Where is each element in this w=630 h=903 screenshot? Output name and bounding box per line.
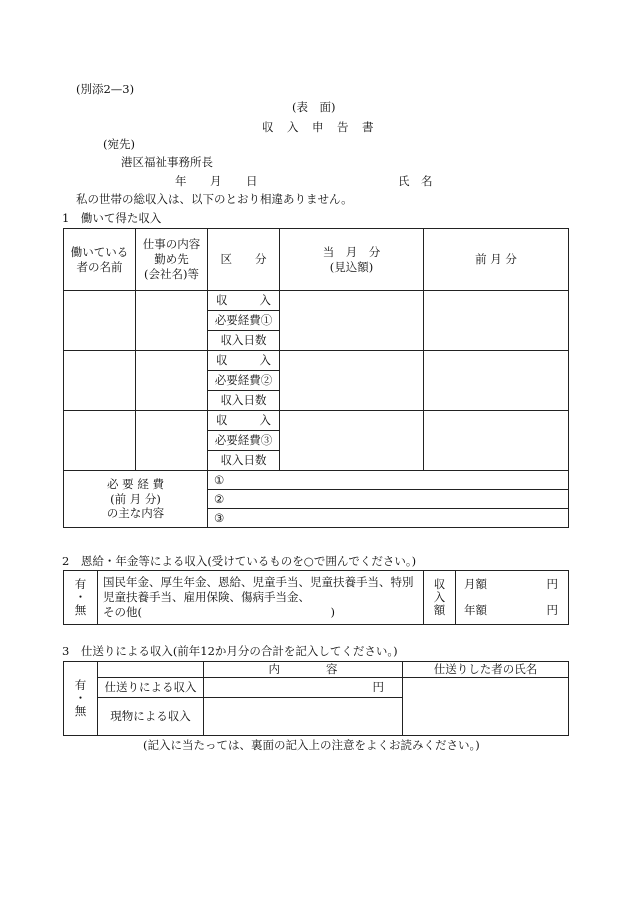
job-cell[interactable] <box>136 411 208 471</box>
pension-income-table <box>63 570 569 625</box>
expenses-detail-label: 必 要 経 費 (前 月 分) の主な内容 <box>64 471 208 528</box>
remittance-yes-no-selector[interactable]: 有 ・ 無 <box>64 662 98 736</box>
job-cell[interactable] <box>136 291 208 351</box>
name-label: 氏 名 <box>398 174 433 188</box>
income-row-label: 収 入 <box>208 351 280 371</box>
income-amount-label: 収 入 額 <box>424 571 456 625</box>
job-header: 仕事の内容 勤め先 (会社名)等 <box>136 229 208 291</box>
expense-detail-field[interactable]: ③ <box>208 509 569 528</box>
declaration-text: 私の世帯の総収入は、以下のとおり相違ありません。 <box>76 192 353 206</box>
section1-title: 1 働いて得た収入 <box>62 211 162 225</box>
worker-name-cell[interactable] <box>64 351 136 411</box>
pension-yes-no-selector[interactable]: 有 ・ 無 <box>64 571 98 625</box>
expense-row-label: 必要経費③ <box>208 431 280 451</box>
current-month-header: 当 月 分 (見込額) <box>280 229 424 291</box>
goods-remittance-label: 現物による収入 <box>98 697 204 735</box>
addressee: 港区福祉事務所長 <box>121 155 213 169</box>
money-remittance-amount-field[interactable]: 円 <box>204 677 403 697</box>
date-month-label: 月 <box>210 174 222 188</box>
sender-name-header: 仕送りした者の氏名 <box>403 662 569 678</box>
income-days-row-label: 収入日数 <box>208 331 280 351</box>
worker-name-header: 働いている 者の名前 <box>64 229 136 291</box>
income-row-label: 収 入 <box>208 291 280 311</box>
yearly-amount-field[interactable]: 年額 円 <box>456 598 569 625</box>
expense-row-label: 必要経費② <box>208 371 280 391</box>
job-cell[interactable] <box>136 351 208 411</box>
remittance-income-table <box>63 661 569 736</box>
expense-row-label: 必要経費① <box>208 311 280 331</box>
worker-name-cell[interactable] <box>64 411 136 471</box>
money-remittance-label: 仕送りによる収入 <box>98 677 204 697</box>
category-header: 区 分 <box>208 229 280 291</box>
section3-title: 3 仕送りによる収入(前年12か月分の合計を記入してください。) <box>62 644 398 658</box>
earned-income-table <box>63 228 569 528</box>
previous-month-cell[interactable] <box>424 291 569 351</box>
worker-name-cell[interactable] <box>64 291 136 351</box>
current-month-cell[interactable] <box>280 351 424 411</box>
date-day-label: 日 <box>246 174 258 188</box>
header-blank-cell <box>98 662 204 678</box>
appendix-label: (別添2—3) <box>76 82 135 96</box>
goods-remittance-content-field[interactable] <box>204 697 403 735</box>
pension-types-list[interactable]: 国民年金、厚生年金、恩給、児童手当、児童扶養手当、特別 児童扶養手当、雇用保険、傷病手当金、 その他( ) <box>98 571 424 625</box>
previous-month-header: 前 月 分 <box>424 229 569 291</box>
income-row-label: 収 入 <box>208 411 280 431</box>
income-days-row-label: 収入日数 <box>208 391 280 411</box>
sender-name-field[interactable] <box>403 677 569 735</box>
current-month-cell[interactable] <box>280 291 424 351</box>
content-header: 内 容 <box>204 662 403 678</box>
expense-detail-field[interactable]: ① <box>208 471 569 490</box>
footer-note: (記入に当たっては、裏面の記入上の注意をよくお読みください。) <box>143 738 480 752</box>
side-label: (表 面) <box>292 100 336 114</box>
expense-detail-field[interactable]: ② <box>208 490 569 509</box>
date-year-label: 年 <box>175 174 187 188</box>
document-title: 収 入 申 告 書 <box>262 120 375 134</box>
current-month-cell[interactable] <box>280 411 424 471</box>
previous-month-cell[interactable] <box>424 351 569 411</box>
addressee-label: (宛先) <box>103 137 135 151</box>
section2-title: 2 恩給・年金等による収入(受けているものを○で囲んでください。) <box>62 554 417 568</box>
income-days-row-label: 収入日数 <box>208 451 280 471</box>
monthly-amount-field[interactable]: 月額 円 <box>456 571 569 598</box>
previous-month-cell[interactable] <box>424 411 569 471</box>
